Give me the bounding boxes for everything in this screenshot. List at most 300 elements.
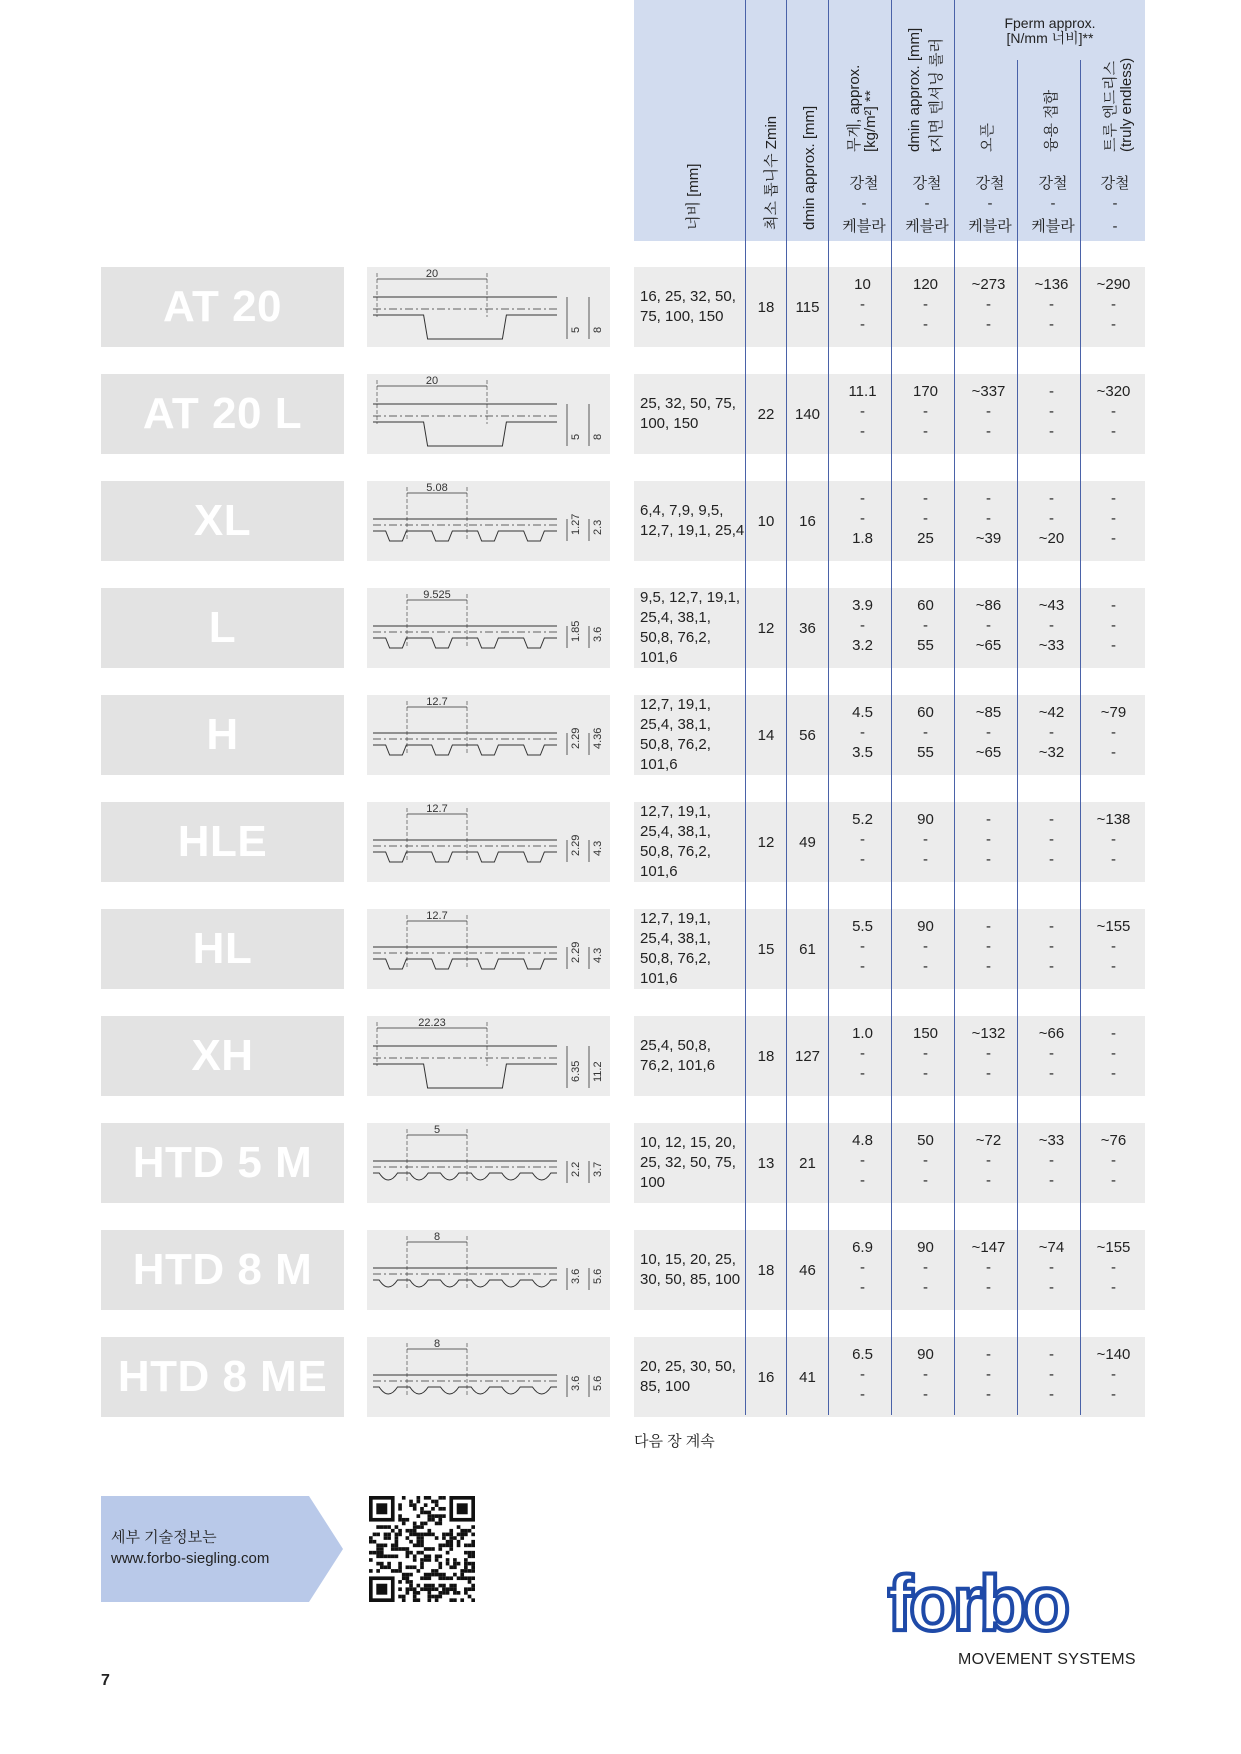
belt-profile-name: HLE: [101, 802, 344, 882]
forbo-logo: [887, 1568, 1075, 1638]
tooth-profile-diagram: [367, 802, 610, 882]
value: -: [1111, 296, 1116, 313]
profile-drawing: [367, 374, 610, 454]
value: -: [923, 403, 928, 420]
value: -: [986, 1045, 991, 1062]
open-values: [960, 1238, 1017, 1298]
value: ~42: [1038, 704, 1065, 721]
dmin-back-values: [897, 275, 954, 335]
value: ~320: [1096, 383, 1131, 400]
value: -: [1049, 296, 1054, 313]
value: -: [1111, 1065, 1116, 1082]
value: -: [1049, 724, 1054, 741]
value: 50: [917, 1132, 934, 1149]
zmin-value: 13: [757, 1154, 775, 1172]
value: -: [923, 1279, 928, 1296]
available-widths: 12,7, 19,1, 25,4, 38,1, 50,8, 76,2, 101,6: [640, 803, 711, 880]
weight-values: [834, 1238, 891, 1298]
dmin-back-values: [897, 1238, 954, 1298]
dmin-back-values: [897, 382, 954, 442]
open-values: [960, 703, 1017, 763]
value: -: [1049, 490, 1054, 507]
value: -: [986, 938, 991, 955]
value: ~138: [1096, 811, 1131, 828]
value: ~136: [1034, 276, 1069, 293]
pitch-dimension: 20: [425, 375, 439, 387]
value: -: [1111, 1025, 1116, 1042]
weight-values: [834, 489, 891, 549]
value: -: [986, 617, 991, 634]
belt-height-dimension: 4.3: [592, 947, 604, 963]
logo-text: forbo: [887, 1568, 1067, 1638]
value: -: [1049, 1152, 1054, 1169]
value: -: [986, 958, 991, 975]
welded-values: [1023, 1345, 1080, 1405]
belt-profile-name: L: [101, 588, 344, 668]
value: ~76: [1100, 1132, 1127, 1149]
zmin-value: 14: [757, 726, 775, 744]
value: -: [1049, 1172, 1054, 1189]
value: -: [986, 1346, 991, 1363]
dmin-back-values: [897, 703, 954, 763]
value: ~155: [1096, 918, 1131, 935]
welded-values: [1023, 382, 1080, 442]
value: ~140: [1096, 1346, 1131, 1363]
value: -: [860, 1065, 865, 1082]
tooth-height-dimension: 3.6: [570, 1375, 582, 1391]
belt-height-dimension: 4.3: [592, 840, 604, 856]
value: -: [1049, 316, 1054, 333]
value: 11.1: [848, 383, 877, 400]
value: -: [1111, 403, 1116, 420]
belt-height-dimension: 11.2: [592, 1061, 604, 1082]
value: 6.5: [852, 1346, 873, 1363]
value: -: [986, 1366, 991, 1383]
header-endless-2: (truly endless): [1118, 57, 1135, 152]
dash: -: [1112, 195, 1118, 212]
steel-label: 강철: [912, 175, 942, 192]
value: -: [923, 1386, 928, 1403]
col-divider: [1017, 60, 1018, 1415]
weight-values: [834, 1024, 891, 1084]
endless-values: [1085, 596, 1142, 656]
value: -: [1111, 724, 1116, 741]
value: -: [923, 510, 928, 527]
value: -: [923, 958, 928, 975]
value: -: [986, 918, 991, 935]
col-divider: [891, 0, 892, 1415]
value: -: [923, 423, 928, 440]
belt-profile-name: HTD 8 ME: [101, 1337, 344, 1417]
header-dmin-back-2: t지면 텐셔닝 롤러: [928, 38, 945, 152]
value: ~79: [1100, 704, 1127, 721]
pitch-dimension: 8: [433, 1231, 441, 1243]
pitch-dimension: 5.08: [426, 482, 448, 494]
value: ~43: [1038, 597, 1065, 614]
value: -: [1049, 1045, 1054, 1062]
value: -: [1111, 958, 1116, 975]
value: -: [1049, 811, 1054, 828]
pitch-dimension: 9.525: [423, 589, 451, 601]
open-values: [960, 596, 1017, 656]
value: -: [1049, 510, 1054, 527]
value: -: [1111, 423, 1116, 440]
page-number: 7: [101, 1672, 110, 1689]
value: ~132: [971, 1025, 1006, 1042]
belt-height-dimension: 8: [592, 326, 604, 333]
value: 5.5: [852, 918, 873, 935]
value: -: [1111, 1259, 1116, 1276]
value: 55: [917, 744, 934, 761]
zmin-value: 12: [757, 833, 775, 851]
tooth-profile-diagram: [367, 374, 610, 454]
endless-values: [1085, 489, 1142, 549]
endless-values: [1085, 703, 1142, 763]
endless-values: [1085, 275, 1142, 335]
available-widths: 12,7, 19,1, 25,4, 38,1, 50,8, 76,2, 101,6: [640, 910, 711, 987]
dash: -: [1112, 218, 1118, 235]
open-values: [960, 1024, 1017, 1084]
value: ~39: [975, 530, 1002, 547]
value: -: [1049, 1065, 1054, 1082]
zmin-value: 12: [757, 619, 775, 637]
value: -: [1111, 1152, 1116, 1169]
value: -: [860, 1366, 865, 1383]
tooth-profile-diagram: [367, 1337, 610, 1417]
value: -: [1111, 316, 1116, 333]
value: 10: [854, 276, 871, 293]
profile-drawing: [367, 1230, 610, 1310]
open-values: [960, 275, 1017, 335]
value: -: [1111, 938, 1116, 955]
value: -: [923, 724, 928, 741]
value: 1.0: [852, 1025, 873, 1042]
tooth-profile-diagram: [367, 588, 610, 668]
endless-values: [1085, 917, 1142, 977]
value: -: [923, 938, 928, 955]
pitch-dimension: 8: [433, 1338, 441, 1350]
kevlar-label: 케블라: [905, 218, 949, 235]
value: -: [860, 1045, 865, 1062]
kevlar-label: 케블라: [842, 218, 886, 235]
dmin-back-values: [897, 810, 954, 870]
value: 60: [917, 704, 934, 721]
tooth-height-dimension: 5: [570, 433, 582, 440]
value: -: [860, 851, 865, 868]
value: -: [1111, 637, 1116, 654]
value: -: [860, 958, 865, 975]
dmin-back-values: [897, 917, 954, 977]
weight-values: [834, 917, 891, 977]
value: -: [860, 1172, 865, 1189]
belt-height-dimension: 5.6: [592, 1268, 604, 1284]
welded-values: [1023, 489, 1080, 549]
value: -: [1049, 831, 1054, 848]
value: 150: [912, 1025, 939, 1042]
value: -: [986, 423, 991, 440]
value: -: [1111, 490, 1116, 507]
belt-profile-name: H: [101, 695, 344, 775]
fperm-unit: [N/mm 너비]**: [1006, 30, 1094, 46]
pitch-dimension: 12.7: [426, 803, 448, 815]
tooth-profile-diagram: [367, 481, 610, 561]
header-zmin: 최소 톱니수 Zmin: [763, 115, 780, 230]
value: -: [923, 1172, 928, 1189]
tooth-profile-diagram: [367, 909, 610, 989]
fperm-title: Fperm approx.: [1004, 15, 1096, 31]
header-dmin: dmin approx. [mm]: [801, 105, 818, 230]
welded-values: [1023, 810, 1080, 870]
value: 6.9: [852, 1239, 873, 1256]
dmin-value: 41: [799, 1368, 816, 1386]
value: -: [1111, 831, 1116, 848]
belt-profile-name: HTD 8 M: [101, 1230, 344, 1310]
info-text: [111, 1527, 269, 1569]
belt-height-dimension: 4.36: [592, 727, 604, 749]
value: -: [1111, 851, 1116, 868]
value: -: [1049, 1366, 1054, 1383]
value: ~72: [975, 1132, 1002, 1149]
dash: -: [924, 195, 930, 212]
tooth-profile-diagram: [367, 1230, 610, 1310]
value: 5.2: [852, 811, 873, 828]
value: 90: [917, 811, 934, 828]
info-link[interactable]: www.forbo-siegling.com: [111, 1550, 270, 1567]
value: ~66: [1038, 1025, 1065, 1042]
profile-drawing: [367, 267, 610, 347]
value: -: [860, 831, 865, 848]
dmin-value: 21: [799, 1154, 816, 1172]
value: -: [860, 1152, 865, 1169]
zmin-value: 18: [757, 1047, 775, 1065]
dmin-value: 115: [795, 298, 820, 316]
pitch-dimension: 12.7: [426, 696, 448, 708]
kevlar-label: 케블라: [1031, 218, 1075, 235]
pitch-dimension: 22.23: [418, 1017, 446, 1029]
welded-values: [1023, 1024, 1080, 1084]
profile-drawing: [367, 1016, 610, 1096]
value: ~273: [971, 276, 1006, 293]
profile-drawing: [367, 695, 610, 775]
tooth-height-dimension: 1.27: [570, 513, 582, 535]
profile-drawing: [367, 481, 610, 561]
value: -: [1049, 1279, 1054, 1296]
tooth-profile-diagram: [367, 695, 610, 775]
value: 3.9: [852, 597, 873, 614]
tooth-height-dimension: 3.6: [570, 1268, 582, 1284]
value: -: [1049, 851, 1054, 868]
welded-values: [1023, 275, 1080, 335]
value: -: [986, 1259, 991, 1276]
belt-height-dimension: 2.3: [592, 519, 604, 535]
dmin-back-values: [897, 1345, 954, 1405]
header-endless-1: 트루 엔드리스: [1102, 60, 1119, 152]
value: -: [1111, 530, 1116, 547]
value: -: [1111, 744, 1116, 761]
belt-profile-name: HTD 5 M: [101, 1123, 344, 1203]
value: 90: [917, 918, 934, 935]
tooth-profile-diagram: [367, 267, 610, 347]
value: -: [923, 490, 928, 507]
value: 55: [917, 637, 934, 654]
value: -: [1049, 938, 1054, 955]
tooth-height-dimension: 2.2: [570, 1161, 582, 1177]
pitch-dimension: 5: [433, 1124, 441, 1136]
weight-values: [834, 596, 891, 656]
profile-drawing: [367, 1337, 610, 1417]
value: ~32: [1038, 744, 1065, 761]
tooth-height-dimension: 2.29: [570, 834, 582, 856]
value: -: [923, 316, 928, 333]
value: ~337: [971, 383, 1006, 400]
open-values: [960, 1345, 1017, 1405]
dmin-value: 16: [799, 512, 816, 530]
value: ~290: [1096, 276, 1131, 293]
weight-values: [834, 275, 891, 335]
zmin-value: 18: [757, 1261, 775, 1279]
dmin-value: 61: [799, 940, 816, 958]
value: -: [1049, 383, 1054, 400]
value: 3.2: [852, 637, 873, 654]
value: -: [986, 1279, 991, 1296]
value: -: [1049, 403, 1054, 420]
value: 170: [912, 383, 939, 400]
steel-label: 강철: [975, 175, 1005, 192]
header-width: 너비 [mm]: [685, 163, 702, 230]
value: -: [1111, 1279, 1116, 1296]
tooth-height-dimension: 5: [570, 326, 582, 333]
available-widths: 10, 12, 15, 20, 25, 32, 50, 75, 100: [640, 1134, 736, 1191]
dmin-back-values: [897, 596, 954, 656]
value: ~65: [975, 637, 1002, 654]
value: -: [1111, 1386, 1116, 1403]
pitch-dimension: 20: [425, 268, 439, 280]
dmin-back-values: [897, 1024, 954, 1084]
dmin-back-values: [897, 489, 954, 549]
endless-values: [1085, 382, 1142, 442]
value: -: [923, 1045, 928, 1062]
info-line-1: 세부 기술정보는: [111, 1529, 217, 1546]
value: -: [1049, 423, 1054, 440]
col-divider: [954, 0, 955, 1415]
open-values: [960, 382, 1017, 442]
value: -: [860, 1279, 865, 1296]
col-divider: [828, 0, 829, 1415]
value: 60: [917, 597, 934, 614]
value: -: [923, 851, 928, 868]
value: -: [986, 1065, 991, 1082]
qr-code[interactable]: [369, 1496, 475, 1602]
value: -: [860, 510, 865, 527]
header-dmin-back-1: dmin approx. [mm]: [906, 27, 923, 152]
value: -: [1111, 1172, 1116, 1189]
value: -: [860, 1259, 865, 1276]
zmin-value: 15: [757, 940, 775, 958]
tooth-height-dimension: 2.29: [570, 941, 582, 963]
dmin-value: 56: [799, 726, 816, 744]
value: 1.8: [852, 530, 873, 547]
value: -: [986, 811, 991, 828]
dmin-value: 127: [794, 1047, 821, 1065]
belt-profile-name: AT 20 L: [101, 374, 344, 454]
open-values: [960, 810, 1017, 870]
value: -: [860, 423, 865, 440]
steel-label: 강철: [1100, 175, 1130, 192]
fperm-header: [955, 16, 1145, 46]
belt-height-dimension: 3.7: [592, 1161, 604, 1177]
value: ~74: [1038, 1239, 1065, 1256]
dmin-value: 49: [799, 833, 816, 851]
value: -: [923, 617, 928, 634]
value: -: [1049, 1259, 1054, 1276]
value: -: [923, 296, 928, 313]
profile-drawing: [367, 1123, 610, 1203]
available-widths: 25, 32, 50, 75, 100, 150: [640, 395, 736, 432]
dmin-value: 36: [799, 619, 816, 637]
value: 90: [917, 1239, 934, 1256]
kevlar-label: 케블라: [968, 218, 1012, 235]
value: -: [923, 1366, 928, 1383]
value: -: [986, 831, 991, 848]
dash: -: [861, 195, 867, 212]
value: -: [860, 617, 865, 634]
profile-drawing: [367, 802, 610, 882]
value: -: [986, 296, 991, 313]
belt-profile-name: XH: [101, 1016, 344, 1096]
steel-label: 강철: [849, 175, 879, 192]
welded-values: [1023, 917, 1080, 977]
available-widths: 12,7, 19,1, 25,4, 38,1, 50,8, 76,2, 101,6: [640, 696, 711, 773]
welded-values: [1023, 703, 1080, 763]
value: -: [860, 296, 865, 313]
value: ~20: [1038, 530, 1065, 547]
value: -: [986, 510, 991, 527]
endless-values: [1085, 1131, 1142, 1191]
available-widths: 20, 25, 30, 50, 85, 100: [640, 1358, 736, 1395]
value: -: [986, 851, 991, 868]
value: -: [860, 724, 865, 741]
endless-values: [1085, 1024, 1142, 1084]
value: -: [860, 490, 865, 507]
value: -: [923, 1152, 928, 1169]
dash: -: [1050, 195, 1056, 212]
value: -: [1049, 617, 1054, 634]
weight-values: [834, 382, 891, 442]
available-widths: 16, 25, 32, 50, 75, 100, 150: [640, 288, 736, 325]
zmin-value: 10: [757, 512, 775, 530]
header-weight-1: 무게, approx.: [846, 64, 863, 152]
value: -: [860, 1386, 865, 1403]
belt-profile-name: HL: [101, 909, 344, 989]
pitch-dimension: 12.7: [426, 910, 448, 922]
value: -: [986, 724, 991, 741]
tagline: MOVEMENT SYSTEMS: [958, 1651, 1136, 1668]
weight-values: [834, 1345, 891, 1405]
profile-drawing: [367, 588, 610, 668]
value: -: [1111, 597, 1116, 614]
value: 90: [917, 1346, 934, 1363]
value: ~65: [975, 744, 1002, 761]
value: -: [1049, 918, 1054, 935]
value: 3.5: [852, 744, 873, 761]
belt-height-dimension: 8: [592, 433, 604, 440]
open-values: [960, 489, 1017, 549]
belt-height-dimension: 5.6: [592, 1375, 604, 1391]
zmin-value: 16: [757, 1368, 775, 1386]
available-widths: 9,5, 12,7, 19,1, 25,4, 38,1, 50,8, 76,2, 101,6: [640, 589, 741, 666]
endless-values: [1085, 1345, 1142, 1405]
value: ~33: [1038, 1132, 1065, 1149]
